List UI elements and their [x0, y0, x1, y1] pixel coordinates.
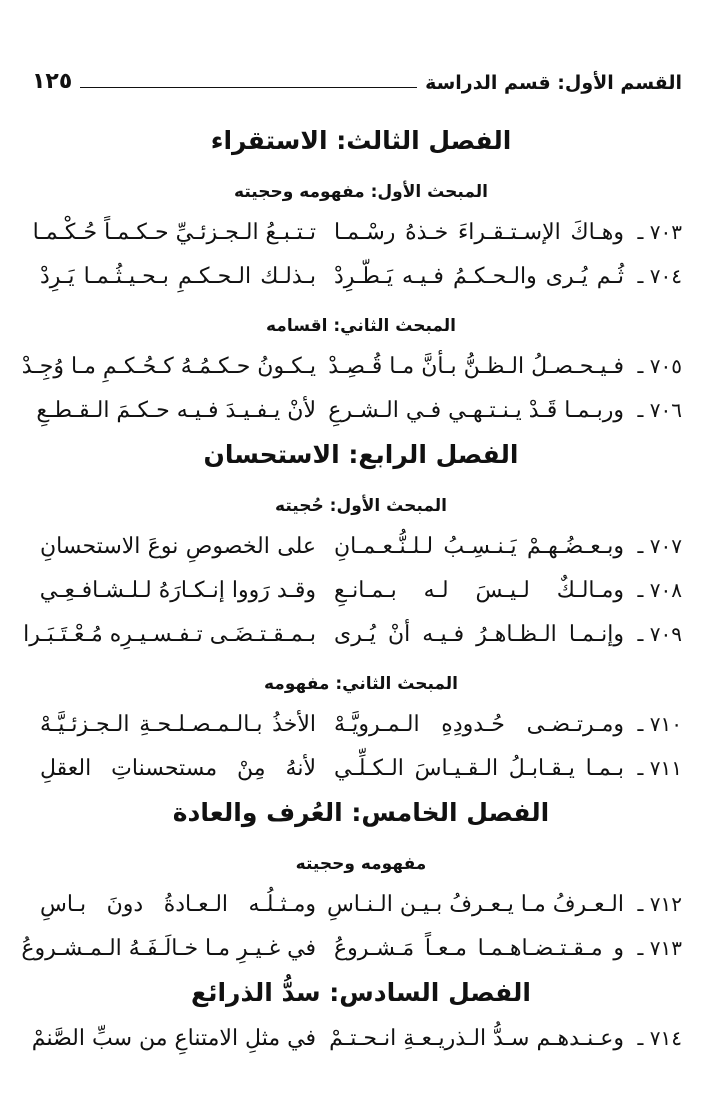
running-title: القسم الأول: قسم الدراسة: [425, 72, 682, 94]
first-hemistich: و مـقـتـضـاهـمـا مـعـاً مَـشـروعُ: [334, 935, 624, 961]
first-hemistich: وبـعـضُـهـمْ يَـنـسِـبُ لـلـنُّـعـمـانِ: [334, 533, 624, 559]
first-hemistich: وهـاكَ الإسـتـقـراءَ خـذهُ رسْـمـا: [334, 219, 624, 245]
first-hemistich: ومـالـكٌ لـيـسَ لـه بـمـانـعِ: [334, 577, 624, 603]
second-hemistich: ومـثـلُـه الـعـادةُ دونَ بـاسِ: [40, 891, 316, 917]
second-hemistich: وقـد رَووا إنـكـارَهُ لـلـشـافـعِـي: [39, 577, 316, 603]
verse-line: [40, 568, 682, 612]
second-hemistich: بـذلـك الـحـكـمِ بـحـيـثُـمـا يَـرِدْ: [40, 263, 316, 289]
verse-number: ٧٠٨ ـ: [637, 578, 682, 602]
first-hemistich: وإنـمـا الـظـاهـرُ فـيـه أنْ يُـرى: [334, 621, 624, 647]
page-content: [21, 118, 682, 1060]
chapter-heading: الفصل الرابع: الاستحسان: [203, 440, 519, 469]
first-hemistich: وربـمـا قَـدْ يـنـتـهـي فـي الـشـرعِ: [328, 397, 624, 423]
second-hemistich: على الخصوصِ نوعَ الاستحسانِ: [40, 533, 316, 559]
section-heading: المبحث الأول: مفهومه وحجيته: [234, 182, 488, 202]
section-heading: المبحث الثاني: مفهومه: [263, 674, 459, 694]
verse-line: [40, 882, 682, 926]
verse-number: ٧١١ ـ: [637, 756, 682, 780]
first-hemistich: ومـرتـضـى حُـدودِهِ الـمـرويَّـهْ: [334, 711, 624, 737]
second-hemistich: بـمـقـتـضَـى تـفـسـيـرِه مُـعْـتَـبَـرا: [23, 621, 316, 647]
verse-number: ٧٠٦ ـ: [637, 398, 682, 422]
verse-line: [32, 210, 682, 254]
verse-number: ٧٠٥ ـ: [637, 354, 682, 378]
verse-line: [23, 612, 682, 656]
chapter-heading: الفصل السادس: سدُّ الذرائع: [191, 978, 531, 1007]
second-hemistich: يـكـونُ حـكـمُـهُ كـحُـكـمِ مـا وُجِـدْ: [21, 353, 316, 379]
second-hemistich: في مثلِ الامتناعِ من سبِّ الصَّنمْ: [31, 1025, 316, 1051]
verse-line: [40, 254, 682, 298]
verse-line: [40, 746, 682, 790]
first-hemistich: وعـنـدهـم سـدُّ الـذريـعـةِ انـحـتـمْ: [329, 1025, 624, 1051]
first-hemistich: الـعـرفُ مـا يـعـرفُ بـيـن الـنـاسِ: [326, 891, 624, 917]
verse-number: ٧١٠ ـ: [637, 712, 682, 736]
second-hemistich: الأخذُ بـالـمـصـلـحـةِ الـجـزئـيَّـهْ: [40, 711, 316, 737]
verse-number: ٧٠٩ ـ: [637, 622, 682, 646]
first-hemistich: فـيـحـصـلُ الـظـنُّ بـأنَّ مـا قُـصِـدْ: [328, 353, 624, 379]
chapter-heading: الفصل الثالث: الاستقراء: [210, 126, 512, 155]
section-heading: المبحث الثاني: اقسامه: [265, 316, 457, 336]
verse-number: ٧١٤ ـ: [637, 1026, 682, 1050]
verse-number: ٧٠٤ ـ: [637, 264, 682, 288]
verse-number: ٧٠٧ ـ: [637, 534, 682, 558]
second-hemistich: في غـيـرِ مـا خـالَـفَـهُ الـمـشـروعُ: [21, 935, 316, 961]
first-hemistich: ثُـم يُـرى والـحـكـمُ فـيـه يَـطّـرِدْ: [334, 263, 624, 289]
verse-line: [36, 388, 682, 432]
second-hemistich: لأنهُ مِنْ مستحسناتِ العقلِ: [40, 755, 316, 781]
verse-number: ٧٠٣ ـ: [637, 220, 682, 244]
header-rule: [80, 87, 417, 88]
verse-line: [21, 344, 682, 388]
chapter-heading: الفصل الخامس: العُرف والعادة: [172, 798, 550, 827]
second-hemistich: تـتـبـعُ الـجـزئـيِّ حـكـمـاً حُـكْـمـا: [32, 219, 316, 245]
section-heading: مفهومه وحجيته: [295, 854, 427, 874]
verse-line: [21, 926, 682, 970]
verse-line: [31, 1016, 682, 1060]
verse-line: [40, 702, 682, 746]
section-heading: المبحث الأول: حُجيته: [275, 496, 447, 516]
first-hemistich: بـمـا يـقـابـلُ الـقـيـاسَ الـكـلِّـي: [334, 755, 624, 781]
second-hemistich: لأنْ يـفـيـدَ فـيـه حـكـمَ الـقـطـعِ: [36, 397, 316, 423]
verse-line: [40, 524, 682, 568]
verse-number: ٧١٢ ـ: [637, 892, 682, 916]
running-header: [32, 60, 682, 94]
verse-number: ٧١٣ ـ: [637, 936, 682, 960]
page-number: ١٢٥: [32, 69, 73, 94]
